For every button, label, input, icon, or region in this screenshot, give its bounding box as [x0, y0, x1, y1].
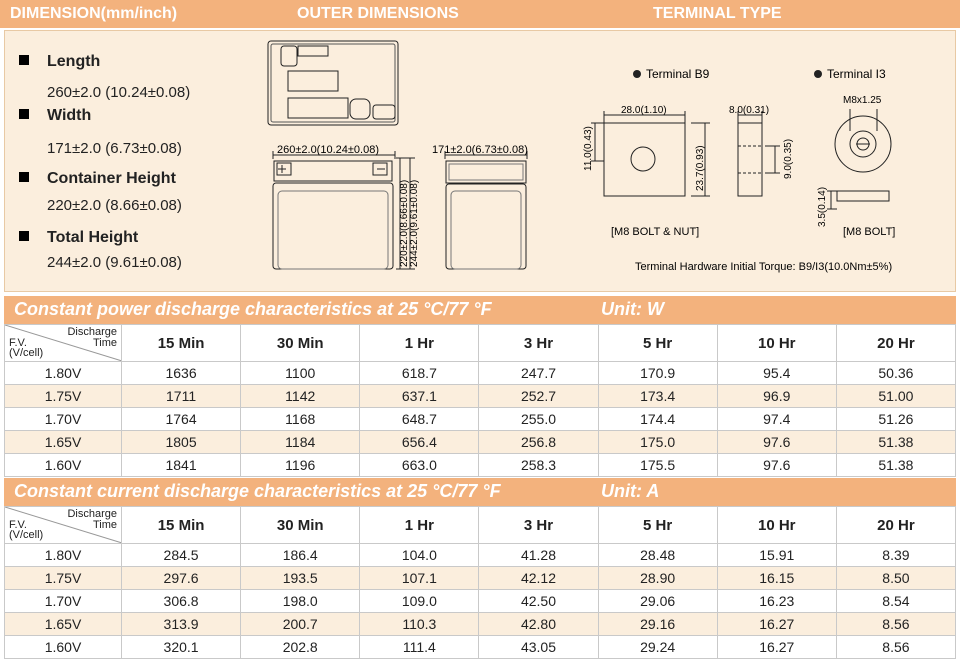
table-row — [5, 613, 956, 636]
value-cell: 16.27 — [717, 636, 836, 659]
table-corner-cell — [5, 507, 122, 544]
value-cell: 247.7 — [479, 362, 598, 385]
torque-note: Terminal Hardware Initial Torque: B9/I3(10.0Nm±5%) — [635, 261, 893, 273]
column-header: 30 Min — [241, 325, 360, 362]
dim-value-width: 171±2.0 (6.73±0.08) — [47, 140, 182, 157]
value-cell: 1196 — [241, 454, 360, 477]
b9-note: [M8 BOLT & NUT] — [611, 226, 700, 238]
value-cell: 51.38 — [836, 431, 955, 454]
front-width-label: 260±2.0(10.24±0.08) — [277, 144, 379, 156]
corner-diagonal — [5, 325, 121, 361]
value-cell: 175.5 — [598, 454, 717, 477]
current-title: Constant current discharge characteristics at 25 °C/77 °F — [14, 481, 501, 501]
value-cell: 637.1 — [360, 385, 479, 408]
value-cell: 1805 — [122, 431, 241, 454]
table-row — [5, 431, 956, 454]
b9-height2-label: 23.7(0.93) — [695, 145, 706, 191]
table-corner-cell — [5, 325, 122, 362]
terminal-b9-label: Terminal B9 — [646, 67, 710, 81]
table-row — [5, 454, 956, 477]
value-cell: 170.9 — [598, 362, 717, 385]
power-unit: Unit: W — [601, 299, 664, 319]
outer-dimensions-title: OUTER DIMENSIONS — [297, 5, 459, 22]
fv-cell: 1.75V — [5, 567, 122, 590]
terminal-i3-label: Terminal I3 — [827, 67, 886, 81]
value-cell: 29.16 — [598, 613, 717, 636]
value-cell: 97.6 — [717, 454, 836, 477]
corner-vcell-label: (V/cell) — [9, 347, 44, 359]
table-row — [5, 590, 956, 613]
dim-value-container-height: 220±2.0 (8.66±0.08) — [47, 197, 182, 214]
value-cell: 16.15 — [717, 567, 836, 590]
value-cell: 200.7 — [241, 613, 360, 636]
i3-thread-label: M8x1.25 — [843, 95, 882, 106]
value-cell: 8.56 — [836, 636, 955, 659]
corner-fv-label: F.V. — [9, 337, 27, 349]
value-cell: 1711 — [122, 385, 241, 408]
battery-side-view — [445, 151, 527, 269]
fv-cell: 1.70V — [5, 590, 122, 613]
value-cell: 8.56 — [836, 613, 955, 636]
column-header: 1 Hr — [360, 325, 479, 362]
corner-discharge-label: Discharge — [67, 326, 117, 338]
bullet-dot-icon — [814, 70, 822, 78]
value-cell: 198.0 — [241, 590, 360, 613]
i3-note: [M8 BOLT] — [843, 226, 896, 238]
fv-cell: 1.60V — [5, 636, 122, 659]
value-cell: 202.8 — [241, 636, 360, 659]
value-cell: 252.7 — [479, 385, 598, 408]
value-cell: 313.9 — [122, 613, 241, 636]
value-cell: 96.9 — [717, 385, 836, 408]
value-cell: 95.4 — [717, 362, 836, 385]
table-row — [5, 408, 956, 431]
value-cell: 174.4 — [598, 408, 717, 431]
fv-cell: 1.65V — [5, 431, 122, 454]
value-cell: 320.1 — [122, 636, 241, 659]
value-cell: 104.0 — [360, 544, 479, 567]
terminal-b9-drawing — [591, 111, 780, 196]
value-cell: 1764 — [122, 408, 241, 431]
value-cell: 42.80 — [479, 613, 598, 636]
value-cell: 16.23 — [717, 590, 836, 613]
value-cell: 97.4 — [717, 408, 836, 431]
power-table — [4, 324, 956, 477]
value-cell: 8.39 — [836, 544, 955, 567]
value-cell: 28.48 — [598, 544, 717, 567]
value-cell: 42.12 — [479, 567, 598, 590]
value-cell: 15.91 — [717, 544, 836, 567]
b9-height3-label: 9.0(0.35) — [783, 138, 794, 179]
dim-label-width: Width — [19, 107, 91, 125]
table-row — [5, 636, 956, 659]
corner-vcell-label: (V/cell) — [9, 529, 44, 541]
table-row — [5, 362, 956, 385]
value-cell: 1184 — [241, 431, 360, 454]
column-header: 20 Hr — [836, 507, 955, 544]
value-cell: 656.4 — [360, 431, 479, 454]
value-cell: 284.5 — [122, 544, 241, 567]
value-cell: 618.7 — [360, 362, 479, 385]
column-header: 15 Min — [122, 507, 241, 544]
table-row — [5, 544, 956, 567]
value-cell: 186.4 — [241, 544, 360, 567]
power-title: Constant power discharge characteristics at 25 °C/77 °F — [14, 299, 492, 319]
corner-discharge-label: Discharge — [67, 508, 117, 520]
value-cell: 1168 — [241, 408, 360, 431]
corner-time-label: Time — [92, 519, 117, 531]
value-cell: 109.0 — [360, 590, 479, 613]
value-cell: 255.0 — [479, 408, 598, 431]
power-section-header — [4, 296, 956, 324]
column-header: 30 Min — [241, 507, 360, 544]
value-cell: 28.90 — [598, 567, 717, 590]
value-cell: 1841 — [122, 454, 241, 477]
fv-cell: 1.60V — [5, 454, 122, 477]
fv-cell: 1.75V — [5, 385, 122, 408]
column-header: 20 Hr — [836, 325, 955, 362]
dim-label-container-height: Container Height — [19, 170, 176, 188]
column-header: 10 Hr — [717, 507, 836, 544]
dim-label-length: Length — [19, 53, 100, 71]
value-cell: 306.8 — [122, 590, 241, 613]
dim-label-total-height: Total Height — [19, 229, 138, 247]
terminal-i3-drawing — [827, 109, 891, 209]
value-cell: 41.28 — [479, 544, 598, 567]
column-header: 5 Hr — [598, 325, 717, 362]
fv-cell: 1.65V — [5, 613, 122, 636]
column-header: 3 Hr — [479, 325, 598, 362]
battery-front-view — [273, 151, 415, 269]
corner-time-label: Time — [92, 337, 117, 349]
value-cell: 51.26 — [836, 408, 955, 431]
value-cell: 258.3 — [479, 454, 598, 477]
value-cell: 42.50 — [479, 590, 598, 613]
dim-value-total-height: 244±2.0 (9.61±0.08) — [47, 254, 182, 271]
value-cell: 1100 — [241, 362, 360, 385]
value-cell: 51.38 — [836, 454, 955, 477]
table-row — [5, 385, 956, 408]
battery-top-view — [268, 41, 398, 125]
value-cell: 43.05 — [479, 636, 598, 659]
column-header: 3 Hr — [479, 507, 598, 544]
fv-cell: 1.80V — [5, 544, 122, 567]
value-cell: 175.0 — [598, 431, 717, 454]
dim-value-length: 260±2.0 (10.24±0.08) — [47, 84, 191, 101]
table-header-row — [5, 325, 956, 362]
value-cell: 29.06 — [598, 590, 717, 613]
b9-width-label: 28.0(1.10) — [621, 105, 667, 116]
value-cell: 8.50 — [836, 567, 955, 590]
value-cell: 1142 — [241, 385, 360, 408]
i3-height-label: 3.5(0.14) — [817, 186, 828, 227]
bullet-dot-icon — [633, 70, 641, 78]
fv-cell: 1.80V — [5, 362, 122, 385]
total-height-label: 244±2.0(9.61±0.08) — [409, 179, 420, 267]
top-header-bar — [0, 0, 960, 28]
value-cell: 1636 — [122, 362, 241, 385]
current-section-header — [4, 478, 956, 506]
column-header: 15 Min — [122, 325, 241, 362]
value-cell: 110.3 — [360, 613, 479, 636]
value-cell: 50.36 — [836, 362, 955, 385]
column-header: 5 Hr — [598, 507, 717, 544]
current-table — [4, 506, 956, 659]
value-cell: 97.6 — [717, 431, 836, 454]
corner-diagonal — [5, 507, 121, 543]
outer-dimensions-drawing — [5, 31, 957, 293]
side-width-label: 171±2.0(6.73±0.08) — [432, 144, 528, 156]
value-cell: 648.7 — [360, 408, 479, 431]
value-cell: 297.6 — [122, 567, 241, 590]
value-cell: 107.1 — [360, 567, 479, 590]
corner-fv-label: F.V. — [9, 519, 27, 531]
value-cell: 29.24 — [598, 636, 717, 659]
b9-height1-label: 11.0(0.43) — [583, 126, 594, 171]
value-cell: 193.5 — [241, 567, 360, 590]
table-row — [5, 567, 956, 590]
value-cell: 111.4 — [360, 636, 479, 659]
column-header: 10 Hr — [717, 325, 836, 362]
value-cell: 256.8 — [479, 431, 598, 454]
value-cell: 51.00 — [836, 385, 955, 408]
container-height-label: 220±2.0(8.66±0.08) — [399, 179, 410, 267]
value-cell: 663.0 — [360, 454, 479, 477]
dimension-title: DIMENSION(mm/inch) — [10, 5, 178, 22]
value-cell: 8.54 — [836, 590, 955, 613]
terminal-type-title: TERMINAL TYPE — [653, 5, 782, 22]
value-cell: 16.27 — [717, 613, 836, 636]
table-header-row — [5, 507, 956, 544]
b9-thickness-label: 8.0(0.31) — [729, 105, 770, 116]
dimension-panel — [4, 30, 956, 292]
fv-cell: 1.70V — [5, 408, 122, 431]
column-header: 1 Hr — [360, 507, 479, 544]
value-cell: 173.4 — [598, 385, 717, 408]
current-unit: Unit: A — [601, 481, 660, 501]
